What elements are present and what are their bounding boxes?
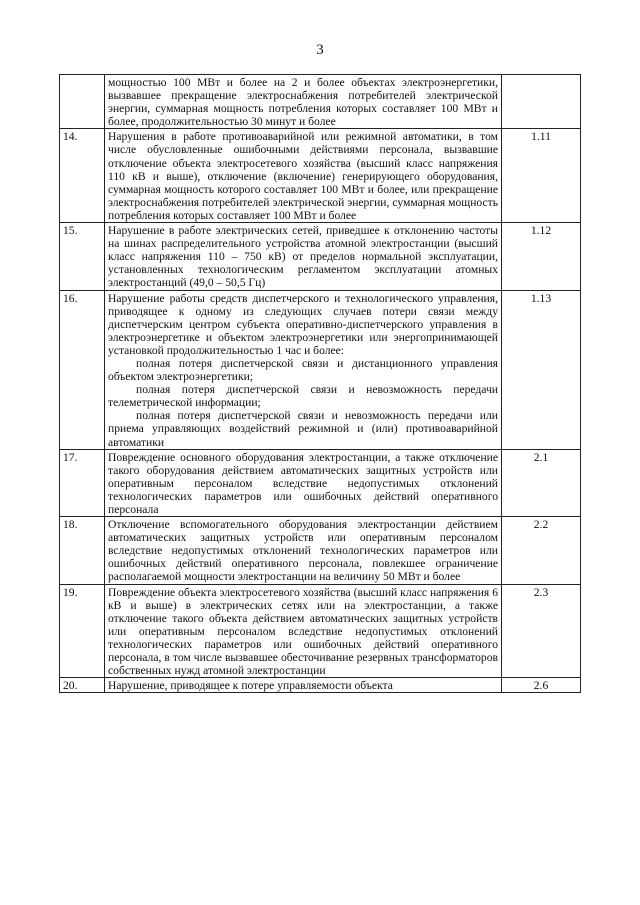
table-body — [60, 75, 581, 693]
row-number-cell — [60, 75, 105, 129]
code-cell: 1.13 — [502, 290, 581, 449]
description-paragraph: полная потеря диспетчерской связи и невозможность передачи или приема управляющих воздействий режимной и (или) противоаварийной автоматики — [108, 409, 498, 449]
row-number-cell: 16. — [60, 290, 105, 449]
description-cell — [105, 75, 502, 129]
row-number-cell: 15. — [60, 223, 105, 290]
table-row — [60, 223, 581, 290]
code-cell: 1.12 — [502, 223, 581, 290]
page-number: 3 — [316, 42, 324, 58]
description-cell — [105, 678, 502, 693]
description-cell — [105, 517, 502, 584]
table-row — [60, 678, 581, 693]
row-number-cell: 17. — [60, 449, 105, 516]
description-paragraph: Нарушение работы средств диспетчерского и технологического управления, приводящее к одному из следующих случаев потери связи между диспетчерским центром субъекта оперативно-диспетчерского управления в электроэнергетике и объектом электроэнергетики или энергопринимающей установкой продолжительностью 1 час и более: — [108, 291, 498, 357]
table-row — [60, 517, 581, 584]
code-cell: 2.1 — [502, 449, 581, 516]
description-paragraph: полная потеря диспетчерской связи и невозможность передачи телеметрической информации; — [108, 383, 498, 410]
code-cell: 2.2 — [502, 517, 581, 584]
description-cell — [105, 584, 502, 678]
description-paragraph: мощностью 100 МВт и более на 2 и более объектах электроэнергетики, вызвавшее прекращение электроснабжения потребителей электрической энергии, суммарная мощность потребления которых составляет 100 МВт и более, продолжительностью 30 минут и более — [108, 76, 498, 129]
description-paragraph: Повреждение основного оборудования электростанции, а также отключение такого оборудования действием автоматических защитных устройств или оперативным персоналом вследствие недопустимых отклонений технологических параметров или ошибочных действий оперативного персонала — [108, 450, 498, 516]
description-cell — [105, 290, 502, 449]
code-cell: 1.11 — [502, 129, 581, 223]
code-cell: 2.6 — [502, 678, 581, 693]
description-cell — [105, 223, 502, 290]
table-row — [60, 290, 581, 449]
row-number-cell: 19. — [60, 584, 105, 678]
description-paragraph: Нарушение в работе электрических сетей, приведшее к отклонению частоты на шинах распределительного устройства атомной электростанции (высший класс напряжения 110 – 750 кВ) от пределов нормальной эксплуатации, установленных технологическим регламентом эксплуатации атомных электростанций (49,0 – 50,5 Гц) — [108, 224, 498, 290]
table-row — [60, 129, 581, 223]
row-number-cell: 20. — [60, 678, 105, 693]
description-paragraph: Повреждение объекта электросетевого хозяйства (высший класс напряжения 6 кВ и выше) в электрических сетях или на электростанции, а также отключение такого объекта действием автоматических защитных устройств или оперативным персоналом вследствие недопустимых отклонений технологических параметров или ошибочных действий оперативного персонала, в том числе вызвавшее обесточивание резервных трансформаторов собственных нужд атомной электростанции — [108, 585, 498, 678]
table-row — [60, 75, 581, 129]
description-paragraph: Нарушения в работе противоаварийной или режимной автоматики, в том числе обусловленные ошибочными действиями персонала, вызвавшие отключение объекта электросетевого хозяйства (высший класс напряжения 110 кВ и выше), отключение (включение) генерирующего оборудования, суммарная мощность которого составляет 100 МВт и более, или прекращение электроснабжения потребителей электрической энергии, суммарная мощность потребления которых составляет 100 МВт и более — [108, 130, 498, 222]
code-cell: 2.3 — [502, 584, 581, 678]
row-number-cell: 14. — [60, 129, 105, 223]
description-paragraph: полная потеря диспетчерской связи и дистанционного управления объектом электроэнергетики; — [108, 356, 498, 384]
description-cell — [105, 449, 502, 516]
incident-classification-table — [59, 74, 581, 693]
description-paragraph: Отключение вспомогательного оборудования электростанции действием автоматических защитных устройств или оперативным персоналом вследствие недопустимых отклонений технологических параметров или ошибочных действий оперативного персонала, повлекшее ограничение располагаемой мощности электростанции на величину 50 МВт и более — [108, 518, 498, 584]
description-paragraph: Нарушение, приводящее к потере управляемости объекта — [108, 679, 393, 693]
table-row — [60, 584, 581, 678]
code-cell — [502, 75, 581, 129]
description-cell — [105, 129, 502, 223]
row-number-cell: 18. — [60, 517, 105, 584]
table-row — [60, 449, 581, 516]
